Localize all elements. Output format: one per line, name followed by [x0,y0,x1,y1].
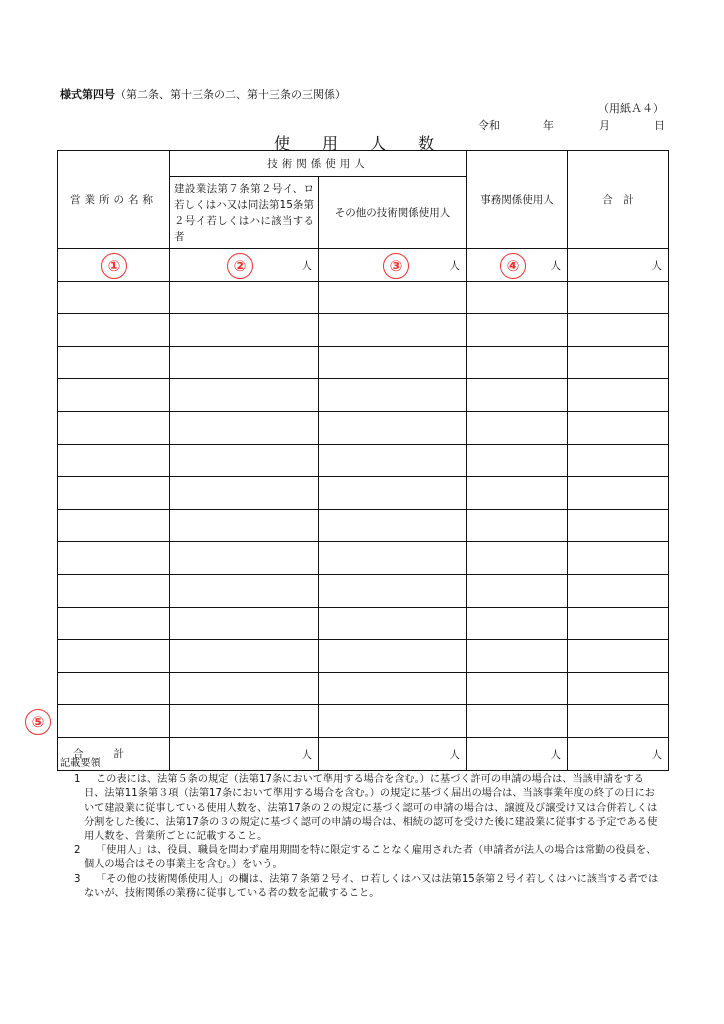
table-row [58,444,669,477]
office-staff-cell[interactable] [467,477,568,510]
other-tech-cell[interactable] [319,542,467,575]
instruction-item [60,773,660,844]
qualified-tech-header: 建設業法第７条第２号イ、ロ若しくはハ又は同法第15条第２号イ若しくはハに該当する者 [170,177,319,249]
total-cell[interactable] [568,281,669,314]
other-tech-cell[interactable] [319,314,467,347]
unit-label: 人 [651,748,662,761]
table-row [58,314,669,347]
form-articles: （第二条、第十三条の二、第十三条の三関係） [115,88,346,101]
qualified-tech-cell[interactable] [170,281,319,314]
total-cell[interactable] [568,640,669,673]
office-staff-cell[interactable] [467,705,568,738]
other-tech-cell[interactable] [319,444,467,477]
paper-size: （用紙Ａ４） [598,102,664,115]
qualified-tech-cell[interactable] [170,411,319,444]
office-name-header: 営業所の名称 [58,151,170,249]
unit-label: 人 [550,259,561,272]
total-cell[interactable] [568,672,669,705]
office-name-cell[interactable] [58,444,170,477]
qualified-tech-cell[interactable] [170,509,319,542]
other-tech-cell[interactable] [319,509,467,542]
total-cell[interactable] [568,542,669,575]
total-cell[interactable] [568,705,669,738]
total-cell[interactable] [568,379,669,412]
tech-staff-group-header: 技術関係使用人 [170,151,467,177]
unit-label: 人 [449,748,460,761]
qualified-tech-cell[interactable] [170,672,319,705]
other-tech-cell[interactable] [319,411,467,444]
total-cell[interactable] [568,346,669,379]
qualified-tech-cell[interactable] [170,249,319,282]
office-name-cell[interactable] [58,411,170,444]
table-row [58,672,669,705]
office-name-cell[interactable] [58,542,170,575]
other-tech-header: その他の技術関係使用人 [319,177,467,249]
other-tech-cell[interactable] [319,672,467,705]
total-cell[interactable] [568,314,669,347]
office-name-cell[interactable] [58,281,170,314]
office-staff-cell[interactable] [467,379,568,412]
total-cell[interactable] [568,444,669,477]
qualified-tech-cell[interactable] [170,444,319,477]
office-name-cell[interactable] [58,477,170,510]
table-row [58,346,669,379]
office-name-cell[interactable] [58,607,170,640]
office-staff-cell[interactable] [467,509,568,542]
form-number-line [60,86,346,102]
qualified-tech-cell[interactable] [170,379,319,412]
office-name-cell[interactable] [58,509,170,542]
qualified-tech-cell[interactable] [170,607,319,640]
total-row-label: 合計 [58,737,170,770]
office-staff-cell[interactable] [467,444,568,477]
office-name-cell[interactable] [58,314,170,347]
table-row [58,705,669,738]
office-name-cell[interactable] [58,379,170,412]
other-tech-cell[interactable] [319,640,467,673]
total-cell[interactable] [568,574,669,607]
office-staff-cell[interactable] [467,607,568,640]
office-staff-cell[interactable] [467,542,568,575]
office-name-cell[interactable] [58,574,170,607]
other-tech-cell[interactable] [319,281,467,314]
other-tech-cell[interactable] [319,346,467,379]
office-name-cell[interactable] [58,640,170,673]
office-staff-header: 事務関係使用人 [467,151,568,249]
instruction-item [60,844,660,872]
instructions [60,757,660,901]
table-row [58,574,669,607]
page-title: 使 用 人 数 [274,134,435,153]
other-tech-cell[interactable] [319,379,467,412]
table-row [58,509,669,542]
table-row [58,411,669,444]
qualified-tech-cell[interactable] [170,314,319,347]
unit-label: 人 [301,748,312,761]
table-row [58,640,669,673]
table-row [58,477,669,510]
qualified-tech-cell[interactable] [170,542,319,575]
date-year-unit: 年 [543,119,554,132]
instruction-text: 「使用人」は、役員、職員を問わず雇用期間を特に限定することなく雇用された者（申請者が法人の場合は常勤の役員を、個人の場合はその事業主を含む。）をいう。 [84,845,657,871]
office-staff-cell[interactable] [467,281,568,314]
date-era: 令和 [478,119,500,132]
date-day-unit: 日 [654,119,665,132]
office-name-cell[interactable] [58,672,170,705]
office-staff-cell[interactable] [467,346,568,379]
unit-label: 人 [550,748,561,761]
office-staff-cell[interactable] [467,640,568,673]
office-staff-cell[interactable] [467,672,568,705]
qualified-tech-cell[interactable] [170,640,319,673]
other-tech-cell[interactable] [319,249,467,282]
instruction-text: 「その他の技術関係使用人」の欄は、法第７条第２号イ、ロ若しくはハ又は法第15条第２号イ若しくはハに該当する者ではないが、技術関係の業務に従事している者の数を記載すること。 [84,873,659,899]
form-number: 様式第四号 [60,88,115,101]
employee-count-table [57,150,669,771]
instruction-text: この表には、法第５条の規定（法第17条において準用する場合を含む。）に基づく許可の申請の場合は、当該申請をする日、法第11条第３項（法第17条において準用する場合を含む。）の規定に基づく届出の場合は、当該事業年度の終了の日において建設業に従事している使用人数を、法第17条の２の規定に基づく認可の申請の場合は、譲渡及び譲受け又は合併若しくは分割をした後に、法第17条の３の規定に基づく認可の申請の場合は、相続の認可を受けた後に建設業に従事する予定である使用人数を、営業所ごとに記載すること。 [84,774,658,843]
total-cell[interactable] [568,607,669,640]
total-header: 合 計 [568,151,669,249]
other-tech-cell[interactable] [319,574,467,607]
marker-3: ③ [383,253,409,279]
office-staff-cell[interactable] [467,249,568,282]
other-tech-cell[interactable] [319,705,467,738]
table-row [58,607,669,640]
instruction-item [60,873,660,901]
marker-4: ④ [500,253,526,279]
instructions-heading: 記載要領 [60,758,101,769]
total-cell[interactable] [568,509,669,542]
instruction-number: 1 [74,774,81,786]
instruction-number: 2 [74,845,81,857]
total-cell[interactable] [568,477,669,510]
qualified-tech-cell[interactable] [170,705,319,738]
qualified-tech-cell[interactable] [170,346,319,379]
office-staff-cell[interactable] [467,574,568,607]
office-name-cell[interactable] [58,346,170,379]
total-cell[interactable] [568,249,669,282]
table-row [58,379,669,412]
table-row [58,281,669,314]
instruction-number: 3 [74,873,81,885]
unit-label: 人 [301,259,312,272]
office-staff-cell[interactable] [467,314,568,347]
office-staff-cell[interactable] [467,411,568,444]
other-tech-cell[interactable] [319,607,467,640]
unit-label: 人 [651,259,662,272]
other-tech-cell[interactable] [319,477,467,510]
office-name-cell[interactable] [58,705,170,738]
marker-1: ① [101,253,127,279]
unit-label: 人 [449,259,460,272]
qualified-tech-cell[interactable] [170,477,319,510]
total-cell[interactable] [568,411,669,444]
qualified-tech-cell[interactable] [170,574,319,607]
marker-2: ② [227,253,253,279]
table-row [58,542,669,575]
marker-5: ⑤ [25,709,51,735]
office-name-cell[interactable] [58,249,170,282]
date-month-unit: 月 [599,119,610,132]
